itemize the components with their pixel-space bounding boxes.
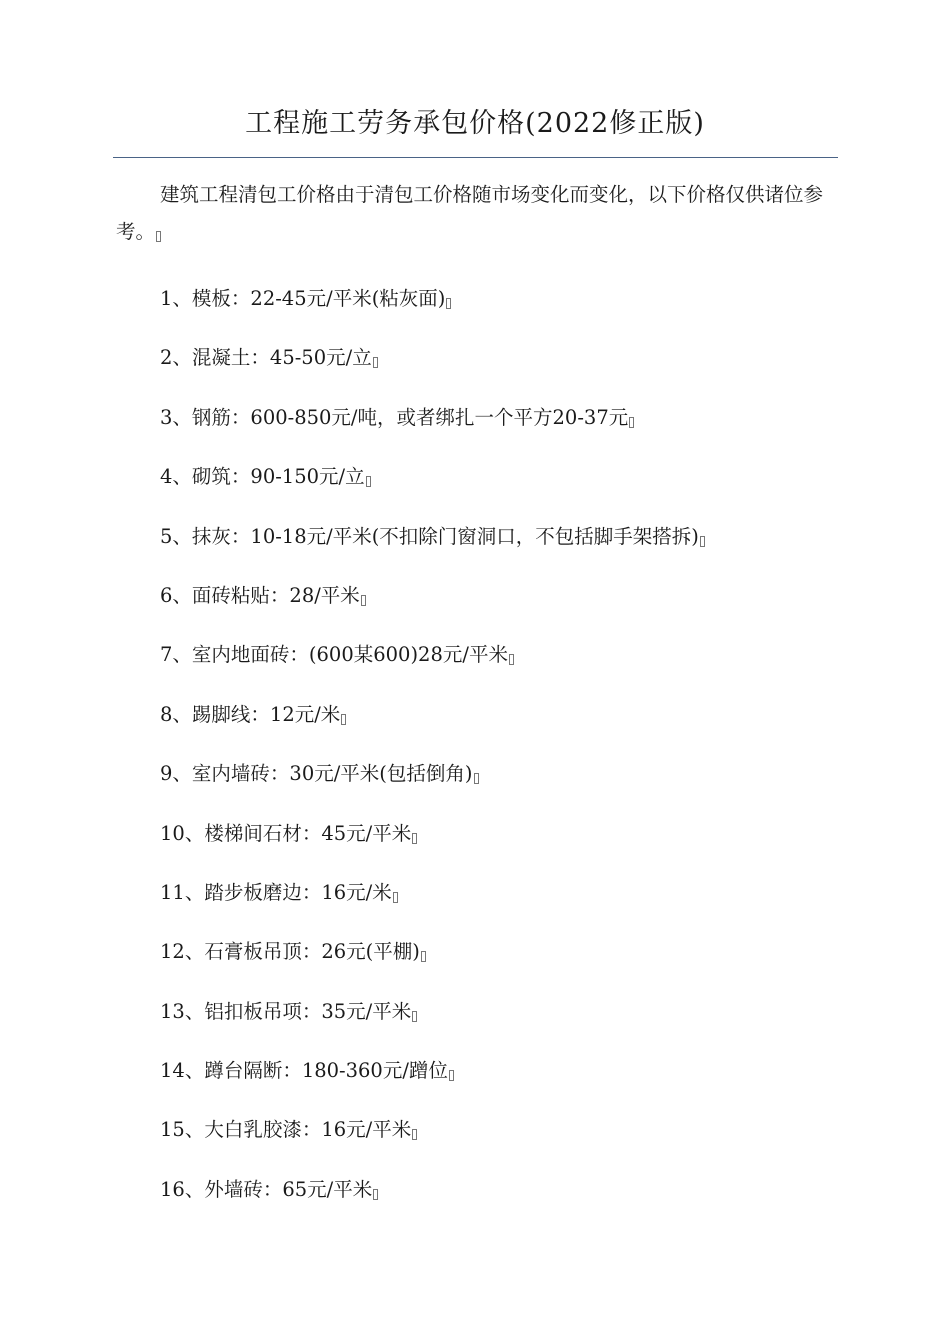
intro-paragraph xyxy=(116,176,838,250)
price-list-item xyxy=(160,282,705,341)
paragraph-mark-icon xyxy=(412,833,417,844)
paragraph-mark-icon xyxy=(373,357,378,368)
price-list-item xyxy=(160,876,705,935)
document-title: 工程施工劳务承包价格(2022修正版) xyxy=(245,108,705,139)
paragraph-mark-icon xyxy=(474,773,479,784)
price-list-item-text: 2、混凝土：45-50元/立 xyxy=(160,346,372,370)
price-list-item xyxy=(160,1054,705,1113)
price-list-item xyxy=(160,341,705,400)
price-list-item-text: 4、砌筑：90-150元/立 xyxy=(160,465,365,489)
title-divider xyxy=(113,157,838,158)
price-list-item xyxy=(160,579,705,638)
price-list-item xyxy=(160,935,705,994)
price-list-item xyxy=(160,757,705,816)
paragraph-mark-icon xyxy=(361,595,366,606)
price-list-item xyxy=(160,460,705,519)
paragraph-mark-icon xyxy=(373,1189,378,1200)
price-list-item-text: 13、铝扣板吊项：35元/平米 xyxy=(160,999,412,1023)
price-list-item-text: 9、室内墙砖：30元/平米(包括倒角) xyxy=(160,762,473,786)
price-list-item-text: 6、面砖粘贴：28/平米 xyxy=(160,583,360,607)
price-list-item-text: 14、蹲台隔断：180-360元/蹭位 xyxy=(160,1059,448,1083)
paragraph-mark-icon xyxy=(700,536,705,547)
price-list-item-text: 3、钢筋：600-850元/吨，或者绑扎一个平方20-37元 xyxy=(160,405,629,429)
price-list-item-text: 5、抹灰：10-18元/平米(不扣除门窗洞口，不包括脚手架搭拆) xyxy=(160,524,699,548)
price-list-item-text: 7、室内地面砖：(600某600)28元/平米 xyxy=(160,643,508,667)
price-list-item xyxy=(160,698,705,757)
price-list-item-text: 1、模板：22-45元/平米(粘灰面) xyxy=(160,287,446,310)
paragraph-mark-icon xyxy=(341,714,346,725)
price-list-item xyxy=(160,401,705,460)
paragraph-mark-icon xyxy=(421,951,426,962)
price-list-item xyxy=(160,995,705,1054)
paragraph-mark-icon xyxy=(393,892,398,903)
price-list-item-text: 11、踏步板磨边：16元/米 xyxy=(160,880,392,904)
price-list-item xyxy=(160,1173,705,1232)
price-list-item-text: 12、石膏板吊顶：26元(平棚) xyxy=(160,940,420,964)
price-list-item xyxy=(160,638,705,697)
paragraph-mark-icon xyxy=(629,417,634,428)
paragraph-mark-icon xyxy=(412,1011,417,1022)
price-list-item-text: 15、大白乳胶漆：16元/平米 xyxy=(160,1118,412,1142)
price-list-item xyxy=(160,520,705,579)
price-list-item-text: 16、外墙砖：65元/平米 xyxy=(160,1177,373,1201)
price-list-item-text: 10、楼梯间石材：45元/平米 xyxy=(160,821,412,845)
paragraph-mark-icon xyxy=(446,298,451,309)
price-list-item xyxy=(160,1113,705,1172)
paragraph-mark-icon xyxy=(412,1129,417,1140)
intro-text: 建筑工程清包工价格由于清包工价格随市场变化而变化，以下价格仅供诸位参考。 xyxy=(116,183,824,243)
paragraph-mark-icon xyxy=(509,654,514,665)
paragraph-mark-icon xyxy=(366,476,371,487)
paragraph-mark-icon xyxy=(449,1070,454,1081)
price-list-item-text: 8、踢脚线：12元/米 xyxy=(160,702,341,726)
paragraph-mark-icon xyxy=(156,231,161,242)
price-list-item xyxy=(160,817,705,876)
price-list xyxy=(160,282,705,1232)
